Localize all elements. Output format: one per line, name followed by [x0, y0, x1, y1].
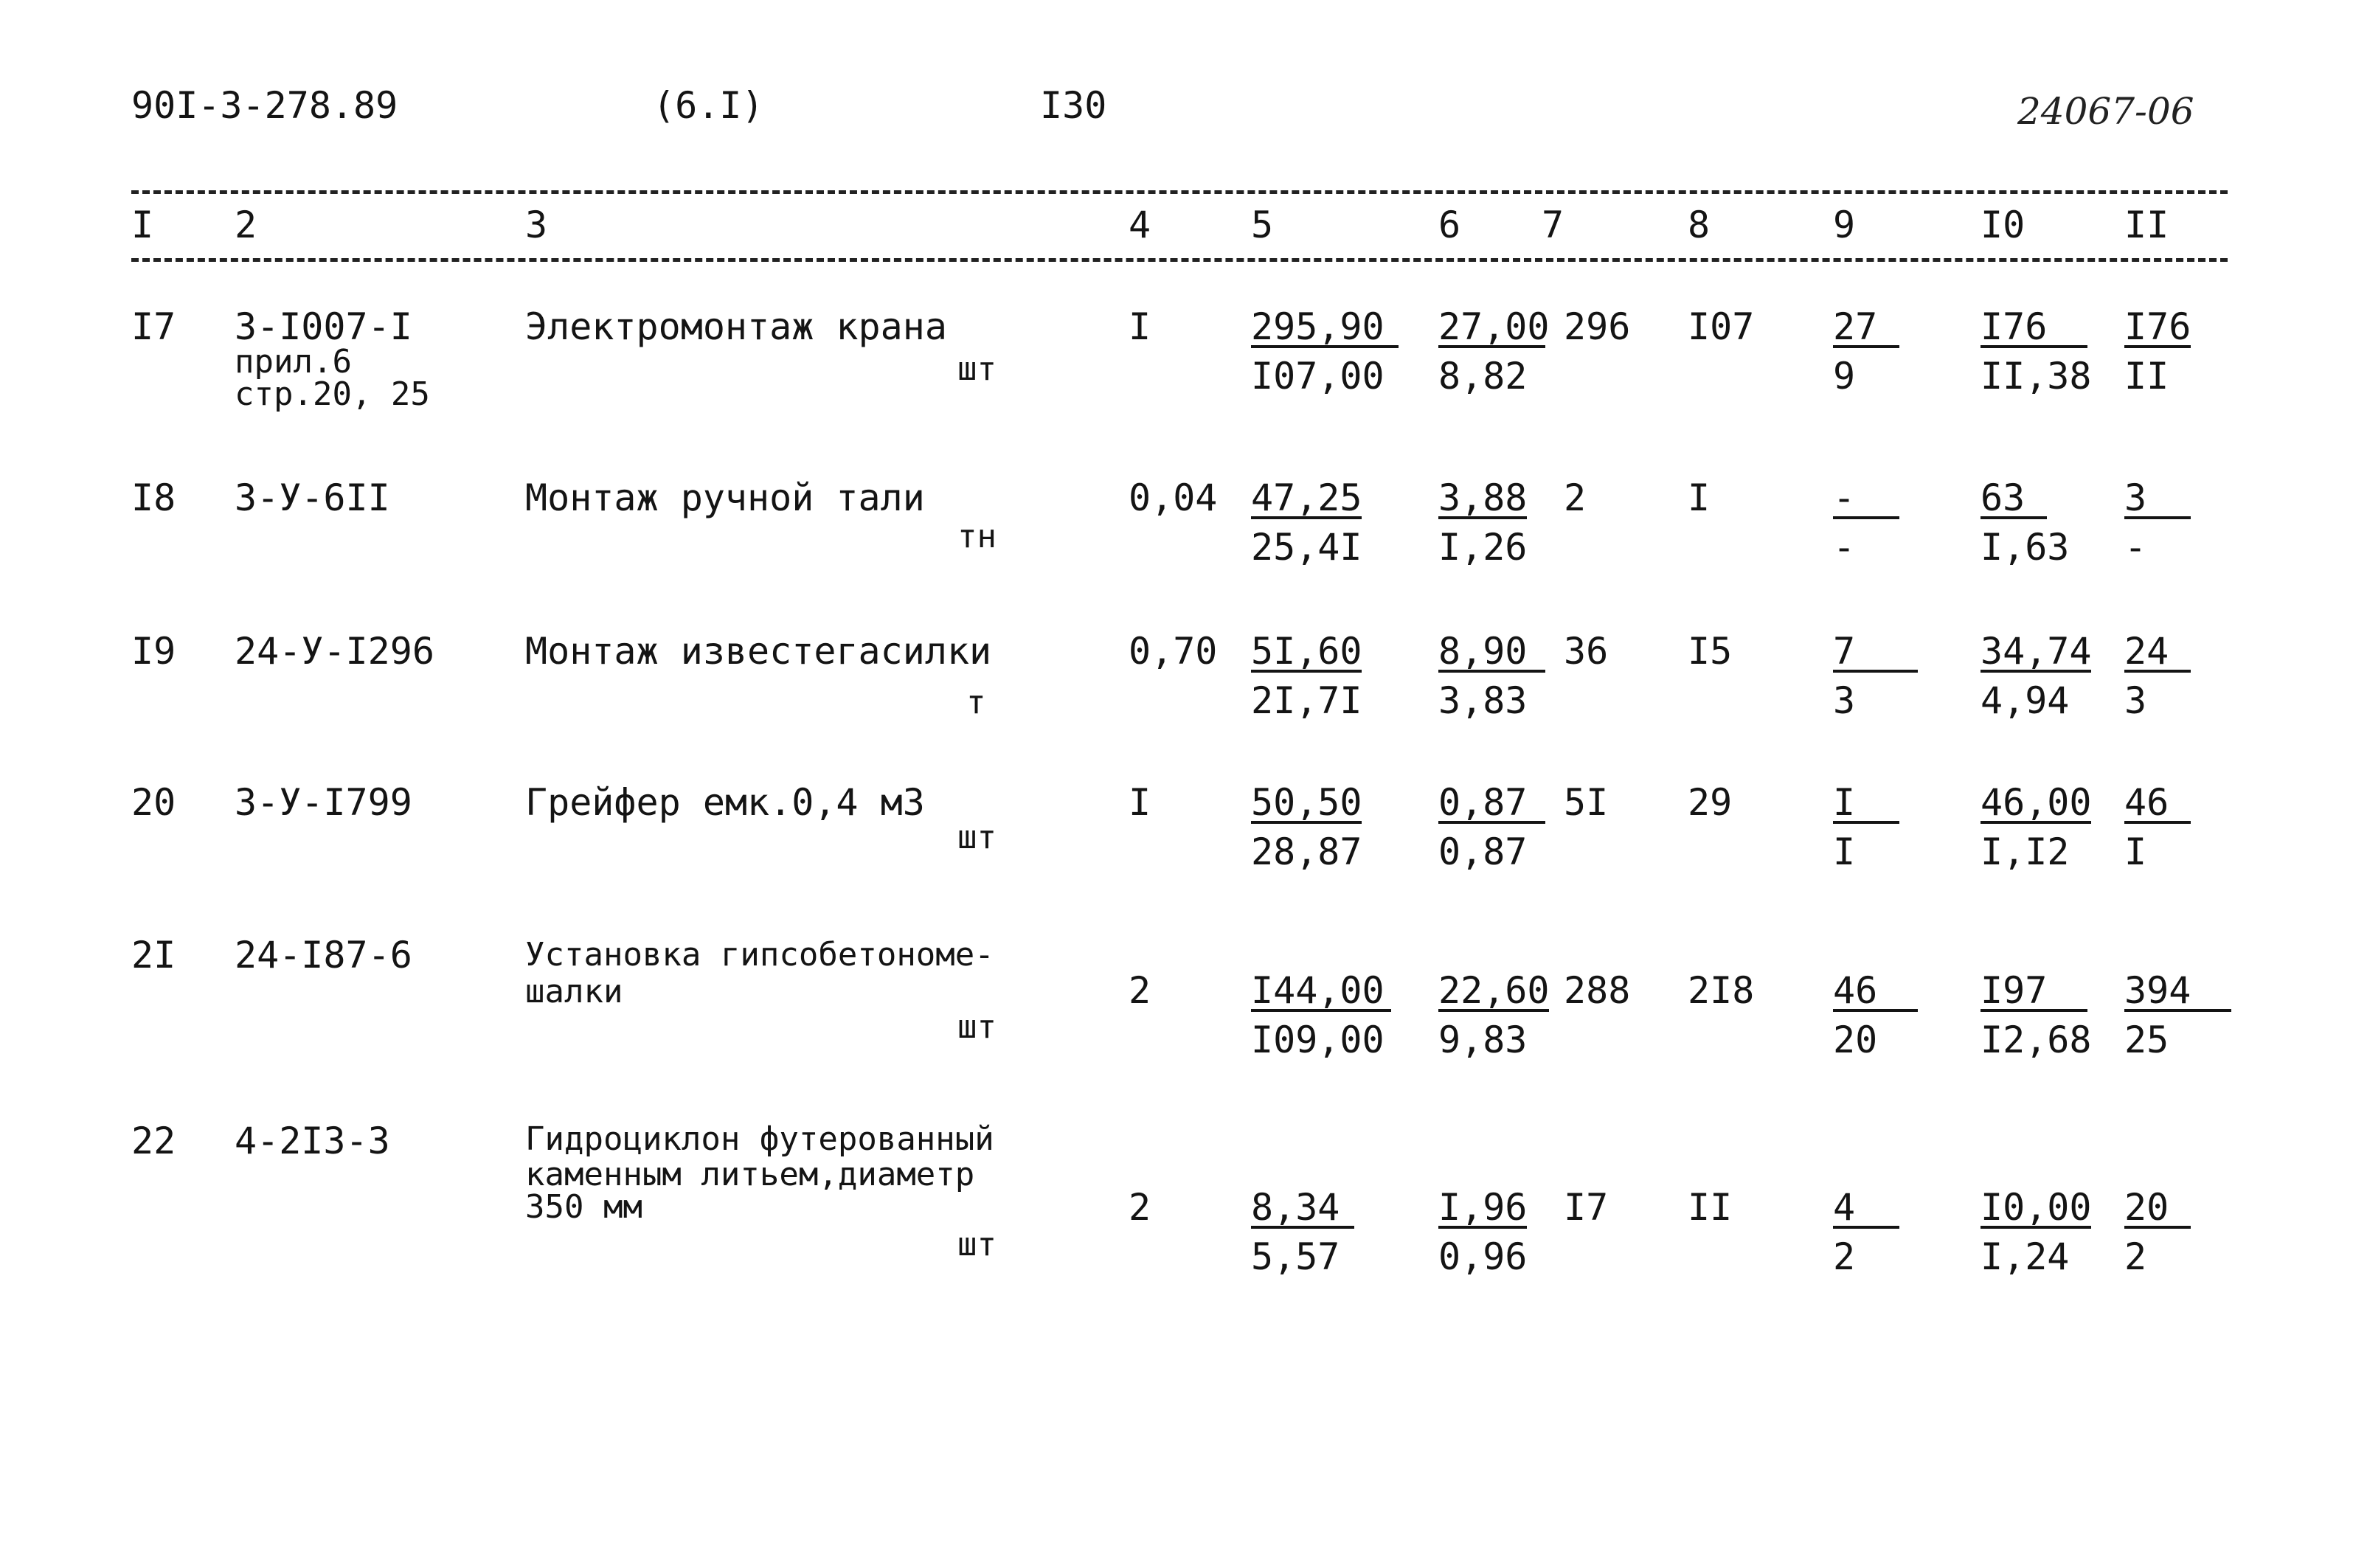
column-header: 2 — [235, 204, 257, 246]
item-name-cont: шалки — [525, 973, 623, 1010]
column-header: II — [2124, 204, 2169, 246]
col6-top: I,96 — [1438, 1186, 1528, 1229]
col8-value: I07 — [1688, 305, 1755, 348]
col10-top: I0,00 — [1981, 1186, 2092, 1229]
col11-bottom: 3 — [2124, 679, 2147, 722]
col6-bottom: 9,83 — [1438, 1019, 1528, 1061]
handwritten-code: 24067-06 — [2017, 90, 2194, 133]
col5-bottom: 28,87 — [1251, 830, 1362, 873]
norm-code: 4-2I3-3 — [235, 1120, 390, 1162]
col10-top: 46,00 — [1981, 781, 2092, 824]
col7-value: I7 — [1564, 1186, 1609, 1229]
col9-bottom: 3 — [1833, 679, 1856, 722]
col7-value: 5I — [1564, 781, 1609, 824]
item-name-cont: 350 мм — [525, 1188, 642, 1226]
row-number: 20 — [131, 781, 176, 824]
col10-bottom: I2,68 — [1981, 1019, 2092, 1061]
col6-top: 22,60 — [1438, 969, 1550, 1012]
unit: тн — [957, 518, 997, 555]
unit: шт — [957, 1226, 997, 1263]
col7-value: 288 — [1564, 969, 1631, 1012]
col9-bottom: - — [1833, 526, 1856, 569]
col10-bottom: II,38 — [1981, 355, 2092, 398]
col9-top: 46 — [1833, 972, 1918, 1012]
unit: шт — [957, 1008, 997, 1046]
unit: шт — [957, 350, 997, 388]
col10-bottom: 4,94 — [1981, 679, 2070, 722]
norm-code: 3-I007-I — [235, 305, 412, 348]
norm-code-note: прил.6 — [235, 343, 352, 381]
col11-top: 46 — [2124, 784, 2191, 824]
header-top-rule — [131, 190, 2228, 194]
quantity: 0,70 — [1129, 630, 1218, 673]
item-name: Грейфер емк.0,4 м3 — [525, 781, 925, 824]
quantity: I — [1129, 305, 1151, 348]
col5-bottom: I07,00 — [1251, 355, 1385, 398]
unit: т — [966, 684, 986, 721]
col9-bottom: I — [1833, 830, 1856, 873]
col6-bottom: 0,87 — [1438, 830, 1528, 873]
column-header: I0 — [1981, 204, 2025, 246]
column-header: 9 — [1833, 204, 1856, 246]
col5-bottom: 25,4I — [1251, 526, 1362, 569]
col10-top: 34,74 — [1981, 630, 2092, 673]
col8-value: I5 — [1688, 630, 1733, 673]
col10-top: 63 — [1981, 479, 2047, 519]
item-name: Установка гипсобетономе- — [525, 936, 994, 974]
col10-top: I76 — [1981, 308, 2087, 348]
column-header: 8 — [1688, 204, 1711, 246]
row-number: I9 — [131, 630, 176, 673]
col5-top: 5I,60 — [1251, 630, 1362, 673]
document-code: 90I-3-278.89 — [131, 84, 398, 127]
col8-value: 29 — [1688, 781, 1733, 824]
col9-bottom: 2 — [1833, 1235, 1856, 1278]
col5-top: 50,50 — [1251, 781, 1362, 824]
col6-top: 8,90 — [1438, 633, 1545, 673]
norm-code: 3-У-I799 — [235, 781, 412, 824]
norm-code: 24-У-I296 — [235, 630, 434, 673]
col10-bottom: I,24 — [1981, 1235, 2070, 1278]
col11-bottom: II — [2124, 355, 2169, 398]
col10-bottom: I,I2 — [1981, 830, 2070, 873]
norm-code: 3-У-6II — [235, 476, 390, 519]
col11-top: I76 — [2124, 305, 2191, 348]
column-header: 6 — [1438, 204, 1461, 246]
col11-bottom: 25 — [2124, 1019, 2169, 1061]
col7-value: 296 — [1564, 305, 1631, 348]
col9-top: 4 — [1833, 1189, 1899, 1229]
col6-bottom: 3,83 — [1438, 679, 1528, 722]
col11-bottom: 2 — [2124, 1235, 2147, 1278]
header-bottom-rule — [131, 258, 2228, 262]
col8-value: II — [1688, 1186, 1733, 1229]
item-name: Монтаж известегасилки — [525, 630, 992, 673]
col5-top: 295,90 — [1251, 308, 1399, 348]
page-number: I30 — [1040, 84, 1107, 127]
quantity: 2 — [1129, 1186, 1151, 1229]
column-header: 4 — [1129, 204, 1151, 246]
norm-code: 24-I87-6 — [235, 934, 412, 976]
col5-bottom: I09,00 — [1251, 1019, 1385, 1061]
col11-top: 20 — [2124, 1189, 2191, 1229]
column-header: 5 — [1251, 204, 1274, 246]
col6-top: 27,00 — [1438, 305, 1550, 348]
col9-top: I — [1833, 784, 1899, 824]
col11-bottom: - — [2124, 526, 2147, 569]
col9-top: 7 — [1833, 633, 1918, 673]
col6-bottom: 8,82 — [1438, 355, 1528, 398]
col9-top: 27 — [1833, 308, 1899, 348]
col10-top: I97 — [1981, 972, 2087, 1012]
norm-code-note: стр.20, 25 — [235, 375, 430, 413]
col11-top: 3 — [2124, 479, 2191, 519]
col5-bottom: 5,57 — [1251, 1235, 1340, 1278]
quantity: 0,04 — [1129, 476, 1218, 519]
item-name: Электромонтаж крана — [525, 305, 947, 348]
col9-bottom: 9 — [1833, 355, 1856, 398]
row-number: 22 — [131, 1120, 176, 1162]
col5-top: I44,00 — [1251, 972, 1391, 1012]
column-header: 7 — [1542, 204, 1564, 246]
col5-bottom: 2I,7I — [1251, 679, 1362, 722]
item-name: Монтаж ручной тали — [525, 476, 925, 519]
col6-bottom: I,26 — [1438, 526, 1528, 569]
col5-top: 8,34 — [1251, 1189, 1354, 1229]
row-number: 2I — [131, 934, 176, 976]
column-header: 3 — [525, 204, 548, 246]
col10-bottom: I,63 — [1981, 526, 2070, 569]
col8-value: I — [1688, 476, 1711, 519]
unit: шт — [957, 819, 997, 856]
col8-value: 2I8 — [1688, 969, 1755, 1012]
row-number: I7 — [131, 305, 176, 348]
item-name-cont: каменным литьем,диаметр — [525, 1156, 975, 1193]
item-name: Гидроциклон футерованный — [525, 1120, 994, 1158]
column-header: I — [131, 204, 154, 246]
col5-top: 47,25 — [1251, 476, 1362, 519]
col6-bottom: 0,96 — [1438, 1235, 1528, 1278]
row-number: I8 — [131, 476, 176, 519]
col6-top: 0,87 — [1438, 784, 1545, 824]
col7-value: 2 — [1564, 476, 1587, 519]
col11-top: 24 — [2124, 633, 2191, 673]
quantity: I — [1129, 781, 1151, 824]
col6-top: 3,88 — [1438, 476, 1528, 519]
section-number: (6.I) — [653, 84, 764, 127]
col7-value: 36 — [1564, 630, 1609, 673]
col11-bottom: I — [2124, 830, 2147, 873]
col9-bottom: 20 — [1833, 1019, 1878, 1061]
col11-top: 394 — [2124, 972, 2231, 1012]
col9-top: - — [1833, 479, 1899, 519]
quantity: 2 — [1129, 969, 1151, 1012]
